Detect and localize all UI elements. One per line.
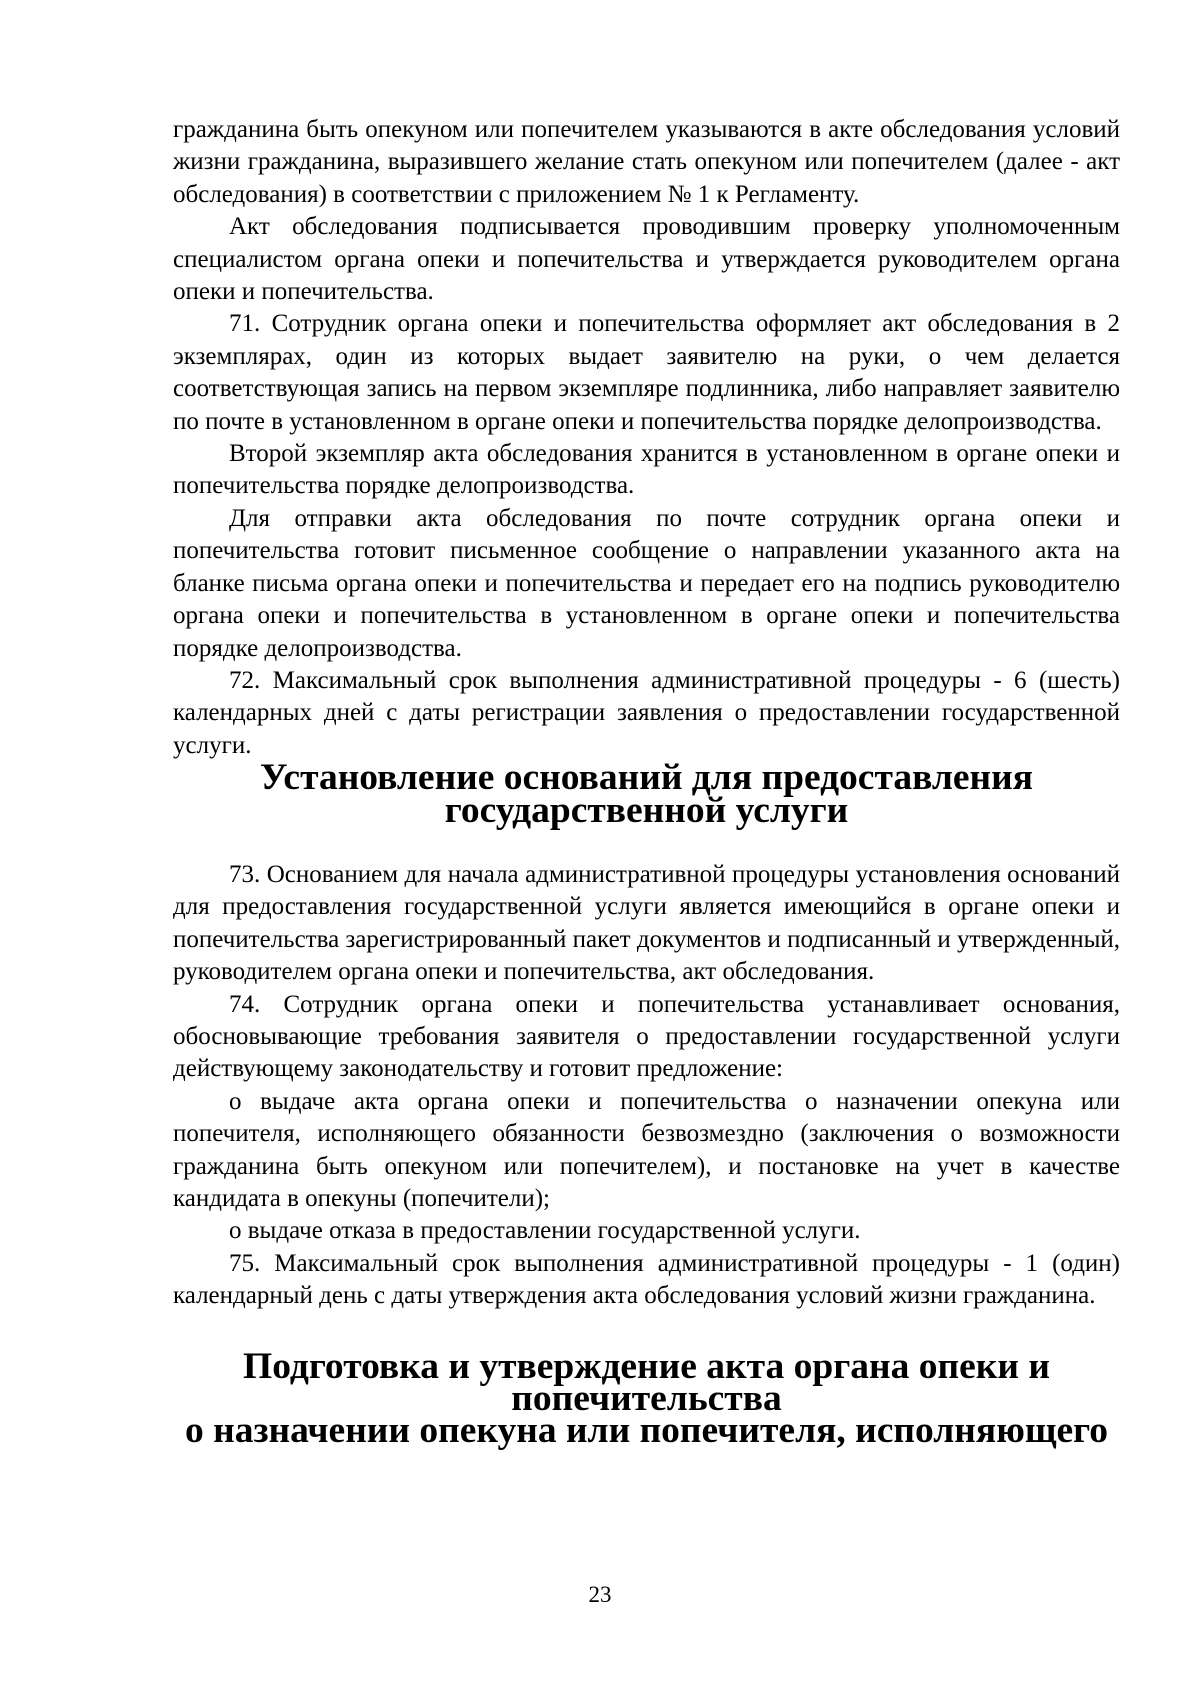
section-heading-act-preparation-line-2: о назначении опекуна или попечителя, исполняющего [185, 1410, 1108, 1452]
paragraph-71: 71. Сотрудник органа опеки и попечительства оформляет акт обследования в 2 экземплярах, один из которых выдает заявителю на руки, о чем делается соответствующая запись на первом экземпляре подлинника, либо направляет заявителю по почте в установленном в органе опеки и попечительства порядке делопроизводства. [173, 310, 1120, 435]
paragraph-second-copy: Второй экземпляр акта обследования хранится в установленном в органе опеки и попечительства порядке делопроизводства. [173, 440, 1120, 500]
paragraph-72: 72. Максимальный срок выполнения административной процедуры - 6 (шесть) календарных дней с даты регистрации заявления о предоставлении государственной услуги. [173, 666, 1120, 759]
paragraph-73: 73. Основанием для начала административной процедуры установления оснований для предоставления государственной услуги является имеющийся в органе опеки и попечительства зарегистрированный пакет документов и подписанный и утвержденный, руководителем органа опеки и попечительства, акт обследования. [173, 860, 1121, 986]
paragraph-74: 74. Сотрудник органа опеки и попечительства устанавливает основания, обосновывающие требования заявителя о предоставлении государственной услуги действующему законодательству и готовит предложение: [173, 990, 1120, 1083]
paragraph-act-signing: Акт обследования подписывается проводившим проверку уполномоченным специалистом органа опеки и попечительства и утверждается руководителем органа опеки и попечительства. [173, 213, 1120, 306]
section-heading-grounds-line-1: Установление оснований для предоставления [259, 757, 1034, 799]
page-body [173, 114, 1121, 1452]
spacer [173, 827, 1120, 859]
section-heading-act-preparation [173, 1345, 1120, 1452]
paragraph-75: 75. Максимальный срок выполнения административной процедуры - 1 (один) календарный день с даты утверждения акта обследования условий жизни гражданина. [173, 1249, 1120, 1310]
section-heading-grounds [173, 757, 1120, 831]
paragraph-mail-dispatch: Для отправки акта обследования по почте сотрудник органа опеки и попечительства готовит письменное сообщение о направлении указанного акта на бланке письма органа опеки и попечительства и передает его на подпись руководителю органа опеки и попечительства в установленном в органе опеки и попечительства порядке делопроизводства. [173, 504, 1120, 662]
page-number: 23 [588, 1582, 612, 1607]
section-heading-grounds-line-2: государственной услуги [444, 789, 849, 831]
paragraph-74-option-refusal: о выдаче отказа в предоставлении государственной услуги. [229, 1217, 861, 1245]
paragraph-74-option-issue-act: о выдаче акта органа опеки и попечительства о назначении опекуна или попечителя, исполняющего обязанности безвозмездно (заключения о возможности гражданина быть опекуном или попечителем), и постановке на учет в качестве кандидата в опекуны (попечители); [173, 1087, 1120, 1212]
paragraph-continuation: гражданина быть опекуном или попечителем указываются в акте обследования условий жизни гражданина, выразившего желание стать опекуном или попечителем (далее - акт обследования) в соответствии с приложением № 1 к Регламенту. [173, 116, 1120, 208]
spacer [173, 1313, 1120, 1351]
section-heading-act-preparation-line-1: Подготовка и утверждение акта органа опеки и попечительства [243, 1345, 1050, 1420]
